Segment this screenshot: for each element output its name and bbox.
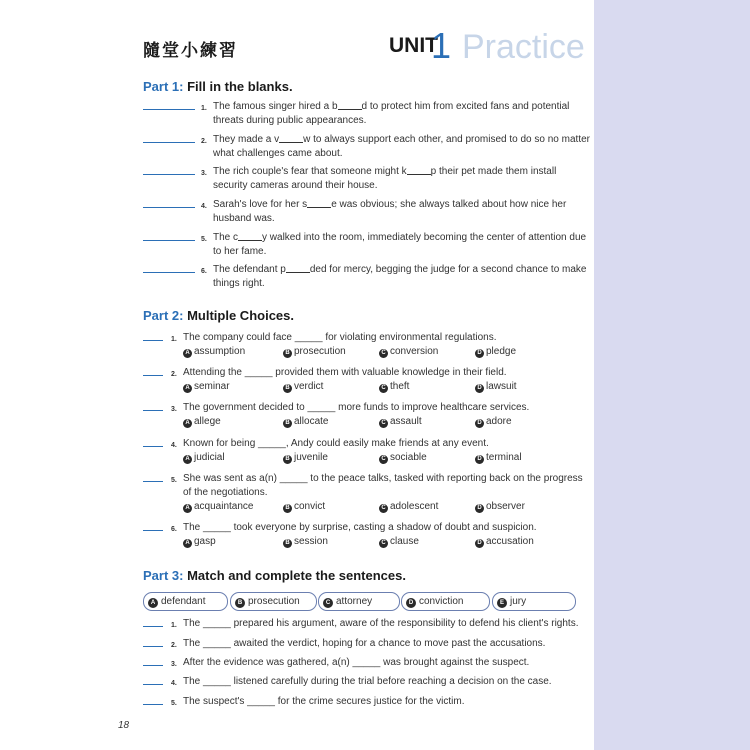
- option-letter-badge: B: [283, 419, 292, 428]
- option-letter-badge: A: [183, 455, 192, 464]
- question-text: The government decided to _____ more funds to improve healthcare services.: [183, 402, 530, 413]
- question-number: 6.: [201, 268, 207, 275]
- sidebar-band: [594, 0, 750, 750]
- question-number: 5.: [171, 477, 177, 484]
- option-label: theft: [390, 381, 410, 392]
- option-a[interactable]: [183, 345, 245, 359]
- word-label: defendant: [161, 596, 206, 607]
- word-gap[interactable]: [286, 263, 310, 273]
- question-number: 4.: [171, 442, 177, 449]
- option-b[interactable]: [283, 451, 328, 465]
- unit-number: 1: [431, 25, 452, 66]
- option-a[interactable]: [183, 415, 221, 429]
- question-text-end: ded for mercy, begging the judge for a second chance to make things right.: [213, 264, 587, 289]
- option-label: pledge: [486, 346, 517, 357]
- answer-blank[interactable]: [143, 704, 163, 705]
- answer-options: [183, 500, 603, 514]
- question-number: 3.: [171, 406, 177, 413]
- answer-blank[interactable]: [143, 646, 163, 647]
- question-number: 5.: [171, 700, 177, 707]
- question-number: 2.: [201, 138, 207, 145]
- answer-blank[interactable]: [143, 665, 163, 666]
- option-letter-badge: D: [475, 504, 484, 513]
- question-text-start: The defendant p: [213, 264, 286, 275]
- question-number: 4.: [201, 203, 207, 210]
- answer-blank[interactable]: [143, 240, 195, 241]
- question-text-end: e was obvious; she always talked about how nice her husband was.: [213, 199, 567, 224]
- option-label: session: [294, 536, 328, 547]
- fill-blank-question: [143, 231, 593, 259]
- option-label: lawsuit: [486, 381, 517, 392]
- answer-options: [183, 451, 603, 465]
- option-d[interactable]: [475, 500, 525, 514]
- word-bank-jury: [492, 592, 576, 611]
- part3-title: [143, 568, 406, 583]
- option-d[interactable]: [475, 415, 512, 429]
- option-label: seminar: [194, 381, 230, 392]
- option-label: accusation: [486, 536, 534, 547]
- question-number: 1.: [171, 622, 177, 629]
- word-bank-attorney: [318, 592, 400, 611]
- option-label: adore: [486, 416, 512, 427]
- option-c[interactable]: [379, 415, 422, 429]
- option-letter-badge: C: [379, 419, 388, 428]
- practice-label: Practice: [462, 28, 585, 66]
- question-text-end: p their pet made them install security cameras around their house.: [213, 166, 557, 191]
- match-question: [143, 675, 593, 691]
- option-b[interactable]: [283, 345, 346, 359]
- answer-options: [183, 345, 603, 359]
- question-text: Known for being _____, Andy could easily make friends at any event.: [183, 438, 489, 449]
- option-letter-badge: C: [379, 539, 388, 548]
- option-c[interactable]: [379, 380, 409, 394]
- question-text: Attending the _____ provided them with valuable knowledge in their field.: [183, 367, 507, 378]
- answer-blank[interactable]: [143, 684, 163, 685]
- question-text: The _____ listened carefully during the trial before reaching a decision on the case.: [183, 676, 552, 687]
- match-question: [143, 695, 593, 711]
- option-d[interactable]: [475, 345, 516, 359]
- option-letter-badge: C: [379, 384, 388, 393]
- option-label: verdict: [294, 381, 324, 392]
- word-label: attorney: [336, 596, 373, 607]
- question-number: 6.: [171, 526, 177, 533]
- answer-blank[interactable]: [143, 446, 163, 447]
- option-b[interactable]: [283, 415, 328, 429]
- option-letter-badge: D: [475, 419, 484, 428]
- word-letter-badge: C: [323, 598, 333, 608]
- part3-number: Part 3:: [143, 568, 184, 583]
- answer-blank[interactable]: [143, 174, 195, 175]
- word-bank-prosecution: [230, 592, 317, 611]
- option-d[interactable]: [475, 535, 534, 549]
- option-label: assumption: [194, 346, 246, 357]
- option-b[interactable]: [283, 380, 323, 394]
- answer-blank[interactable]: [143, 410, 163, 411]
- question-text: [213, 263, 593, 290]
- question-text: The suspect's _____ for the crime secures justice for the victim.: [183, 696, 465, 707]
- fill-blank-question: [143, 100, 593, 128]
- option-label: juvenile: [294, 452, 328, 463]
- option-c[interactable]: [379, 535, 419, 549]
- option-letter-badge: A: [183, 419, 192, 428]
- option-letter-badge: A: [183, 504, 192, 513]
- answer-blank[interactable]: [143, 481, 163, 482]
- chinese-title: 隨堂小練習: [143, 41, 238, 61]
- part2-number: Part 2:: [143, 308, 184, 323]
- option-a[interactable]: [183, 451, 225, 465]
- question-text: [213, 133, 593, 160]
- question-text-end: d to protect him from excited fans and potential threats during public appearances.: [213, 101, 570, 126]
- question-text: The company could face _____ for violating environmental regulations.: [183, 332, 497, 343]
- fill-blank-question: [143, 198, 593, 226]
- question-text: The _____ awaited the verdict, hoping for a chance to move past the accusations.: [183, 638, 546, 649]
- option-label: allege: [194, 416, 221, 427]
- option-label: observer: [486, 501, 525, 512]
- option-letter-badge: A: [183, 539, 192, 548]
- page-number: 18: [118, 720, 130, 731]
- question-number: 2.: [171, 371, 177, 378]
- option-letter-badge: C: [379, 349, 388, 358]
- question-text: The _____ prepared his argument, aware of the responsibility to defend his client's rights.: [183, 618, 579, 629]
- word-letter-badge: A: [148, 598, 158, 608]
- match-question: [143, 617, 593, 633]
- word-gap[interactable]: [338, 100, 362, 110]
- multiple-choice-question: [143, 437, 593, 467]
- option-d[interactable]: [475, 380, 517, 394]
- question-number: 3.: [171, 661, 177, 668]
- option-letter-badge: B: [283, 539, 292, 548]
- answer-blank[interactable]: [143, 375, 163, 376]
- option-label: clause: [390, 536, 419, 547]
- question-text-start: The famous singer hired a b: [213, 101, 338, 112]
- part1-title: [143, 79, 293, 94]
- match-question: [143, 637, 593, 653]
- option-a[interactable]: [183, 535, 216, 549]
- multiple-choice-question: [143, 366, 593, 396]
- question-text: [213, 165, 593, 192]
- question-number: 1.: [171, 336, 177, 343]
- option-d[interactable]: [475, 451, 522, 465]
- word-label: prosecution: [248, 596, 300, 607]
- option-a[interactable]: [183, 380, 230, 394]
- answer-blank[interactable]: [143, 207, 195, 208]
- answer-blank[interactable]: [143, 340, 163, 341]
- question-number: 5.: [201, 236, 207, 243]
- unit-label: UNIT: [389, 34, 438, 57]
- word-bank-defendant: [143, 592, 228, 611]
- question-number: 3.: [201, 170, 207, 177]
- answer-options: [183, 535, 603, 549]
- question-text-start: The c: [213, 232, 239, 243]
- multiple-choice-question: [143, 472, 593, 516]
- option-c[interactable]: [379, 500, 438, 514]
- multiple-choice-question: [143, 331, 593, 361]
- word-gap[interactable]: [279, 133, 303, 143]
- answer-blank[interactable]: [143, 272, 195, 273]
- part3-heading: Match and complete the sentences.: [187, 568, 406, 583]
- word-gap[interactable]: [407, 165, 431, 175]
- option-letter-badge: D: [475, 384, 484, 393]
- word-letter-badge: B: [235, 598, 245, 608]
- option-c[interactable]: [379, 345, 438, 359]
- part1-heading: Fill in the blanks.: [187, 79, 293, 94]
- word-bank: [143, 592, 583, 612]
- option-letter-badge: B: [283, 349, 292, 358]
- answer-blank[interactable]: [143, 530, 163, 531]
- option-letter-badge: C: [379, 504, 388, 513]
- option-label: conversion: [390, 346, 439, 357]
- part2-heading: Multiple Choices.: [187, 308, 294, 323]
- question-text-end: y walked into the room, immediately becoming the center of attention due to her fame.: [213, 232, 587, 257]
- question-text: [213, 198, 593, 225]
- option-letter-badge: D: [475, 455, 484, 464]
- option-letter-badge: A: [183, 384, 192, 393]
- option-label: prosecution: [294, 346, 346, 357]
- option-label: allocate: [294, 416, 329, 427]
- word-gap[interactable]: [307, 198, 331, 208]
- option-letter-badge: D: [475, 539, 484, 548]
- question-text-start: Sarah's love for her s: [213, 199, 308, 210]
- answer-blank[interactable]: [143, 142, 195, 143]
- word-label: conviction: [419, 596, 464, 607]
- option-letter-badge: B: [283, 455, 292, 464]
- word-letter-badge: E: [497, 598, 507, 608]
- match-question: [143, 656, 593, 672]
- option-letter-badge: A: [183, 349, 192, 358]
- fill-blank-question: [143, 133, 593, 161]
- question-text: She was sent as a(n) _____ to the peace talks, tasked with reporting back on the progress of the negotiations.: [183, 473, 583, 498]
- option-c[interactable]: [379, 451, 427, 465]
- option-label: judicial: [194, 452, 225, 463]
- fill-blank-question: [143, 263, 593, 291]
- option-letter-badge: B: [283, 504, 292, 513]
- option-letter-badge: C: [379, 455, 388, 464]
- part1-number: Part 1:: [143, 79, 184, 94]
- question-number: 1.: [201, 105, 207, 112]
- option-b[interactable]: [283, 500, 325, 514]
- option-label: assault: [390, 416, 422, 427]
- option-label: convict: [294, 501, 326, 512]
- question-number: 2.: [171, 642, 177, 649]
- option-letter-badge: D: [475, 349, 484, 358]
- answer-blank[interactable]: [143, 109, 195, 110]
- option-a[interactable]: [183, 500, 254, 514]
- word-gap[interactable]: [238, 231, 262, 241]
- question-text-start: The rich couple's fear that someone might k: [213, 166, 407, 177]
- word-letter-badge: D: [406, 598, 416, 608]
- answer-options: [183, 380, 603, 394]
- word-bank-conviction: [401, 592, 490, 611]
- question-text: The _____ took everyone by surprise, casting a shadow of doubt and suspicion.: [183, 522, 537, 533]
- option-letter-badge: B: [283, 384, 292, 393]
- question-text-start: They made a v: [213, 134, 280, 145]
- option-label: gasp: [194, 536, 216, 547]
- question-text: [213, 231, 593, 258]
- answer-options: [183, 415, 603, 429]
- question-text: After the evidence was gathered, a(n) _____ was brought against the suspect.: [183, 657, 530, 668]
- option-label: sociable: [390, 452, 427, 463]
- answer-blank[interactable]: [143, 626, 163, 627]
- question-text: [213, 100, 593, 127]
- question-number: 4.: [171, 680, 177, 687]
- part2-title: [143, 308, 294, 323]
- multiple-choice-question: [143, 401, 593, 431]
- multiple-choice-question: [143, 521, 593, 551]
- word-label: jury: [510, 596, 527, 607]
- option-label: terminal: [486, 452, 522, 463]
- option-label: adolescent: [390, 501, 439, 512]
- fill-blank-question: [143, 165, 593, 193]
- option-b[interactable]: [283, 535, 328, 549]
- question-text-end: w to always support each other, and promised to do so no matter what challenges came about.: [213, 134, 590, 159]
- option-label: acquaintance: [194, 501, 254, 512]
